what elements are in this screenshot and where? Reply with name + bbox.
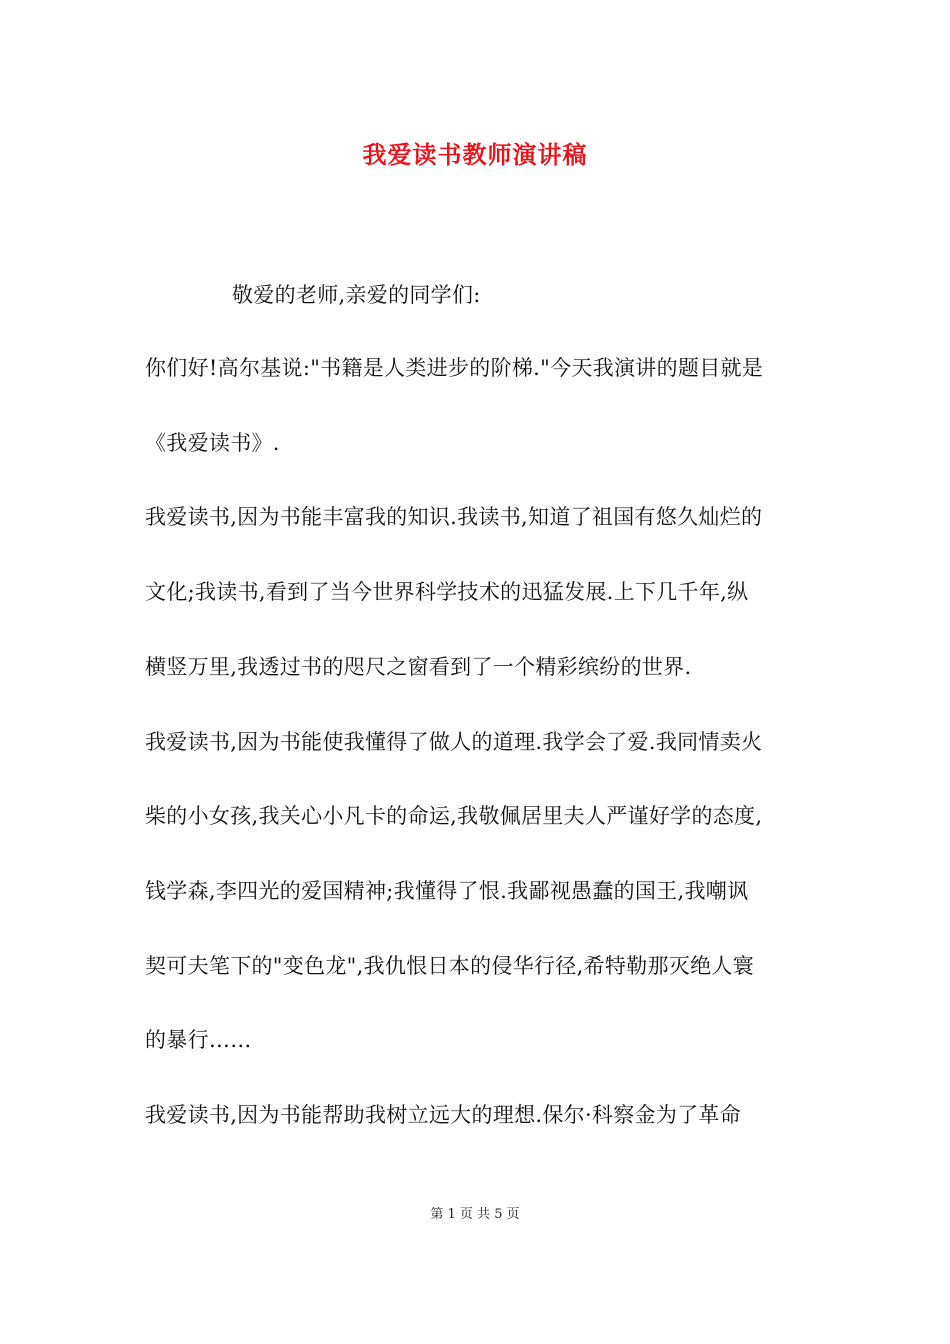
body-line: 我爱读书,因为书能使我懂得了做人的道理.我学会了爱.我同情卖火 <box>145 730 763 754</box>
body-line: 你们好!高尔基说:"书籍是人类进步的阶梯."今天我演讲的题目就是 <box>145 356 764 380</box>
page-footer: 第 1 页 共 5 页 <box>430 1207 520 1222</box>
body-line: 契可夫笔下的"变色龙",我仇恨日本的侵华行径,希特勒那灭绝人寰 <box>145 954 754 978</box>
body-line: 文化;我读书,看到了当今世界科学技术的迅猛发展.上下几千年,纵 <box>145 580 749 604</box>
body-line: 柴的小女孩,我关心小凡卡的命运,我敬佩居里夫人严谨好学的态度, <box>145 804 763 828</box>
body-line: 横竖万里,我透过书的咫尺之窗看到了一个精彩缤纷的世界. <box>145 655 692 679</box>
body-line: 钱学森,李四光的爱国精神;我懂得了恨.我鄙视愚蠢的国王,我嘲讽 <box>145 879 749 903</box>
body-line: 的暴行…… <box>145 1028 252 1052</box>
body-line: 我爱读书,因为书能丰富我的知识.我读书,知道了祖国有悠久灿烂的 <box>145 505 763 529</box>
document-title: 我爱读书教师演讲稿 <box>362 140 588 169</box>
body-line: 我爱读书,因为书能帮助我树立远大的理想.保尔·科察金为了革命 <box>145 1103 742 1127</box>
salutation-line: 敬爱的老师,亲爱的同学们: <box>232 283 481 307</box>
body-line: 《我爱读书》. <box>145 431 280 455</box>
